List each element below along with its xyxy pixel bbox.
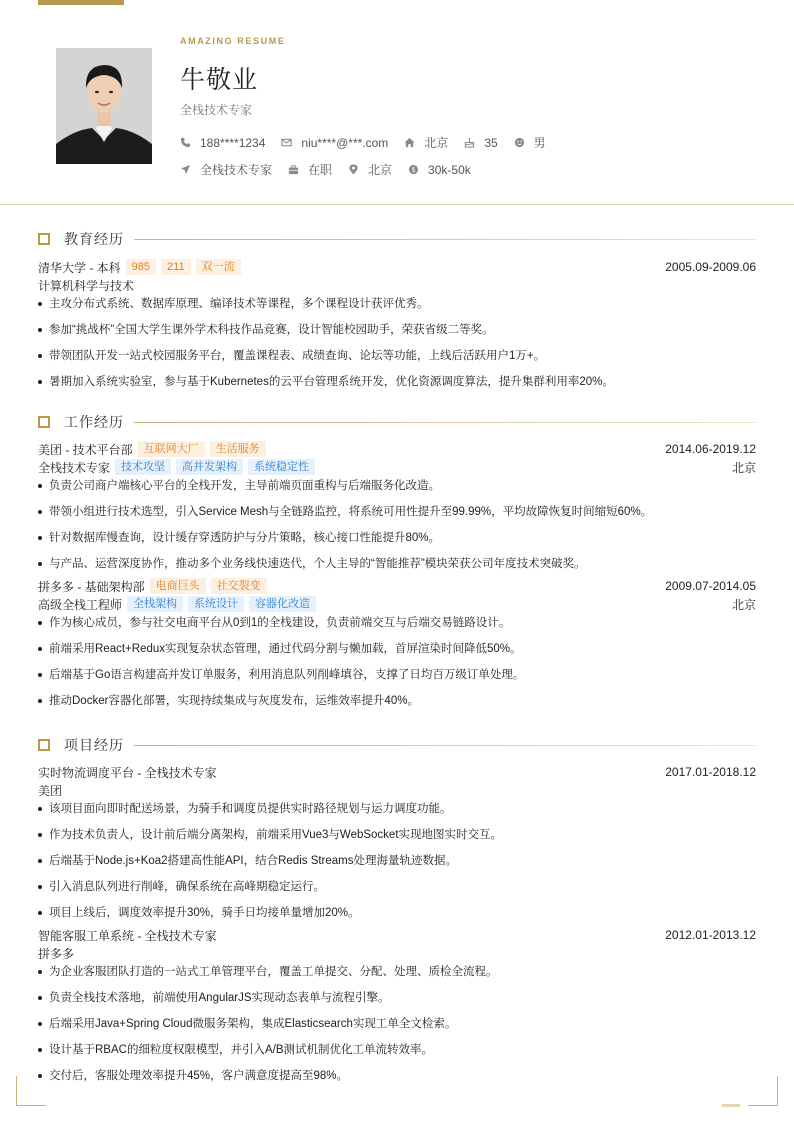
phone-text: 188****1234	[200, 135, 266, 150]
contact-info-row	[180, 134, 562, 151]
job-city: 北京	[731, 597, 756, 612]
projects-header	[38, 735, 756, 755]
education-header	[38, 229, 756, 249]
project-date: 2012.01-2013.12	[665, 928, 756, 942]
list-item: 主攻分布式系统、数据库原理、编译技术等课程，多个课程设计获评优秀。	[38, 294, 756, 320]
list-item: 作为核心成员，参与社交电商平台从0到1的全栈建设，负责前端交互与后端交易链路设计。	[38, 613, 756, 639]
job-date: 2009.07-2014.05	[665, 579, 756, 593]
education-major-row	[38, 276, 756, 294]
work-title: 工作经历	[64, 414, 124, 430]
list-item: 后端基于Node.js+Koa2搭建高性能API，结合Redis Streams处理海量轨迹数据。	[38, 851, 756, 877]
job-bullets	[38, 613, 756, 717]
role-tag: 技术攻坚	[115, 459, 171, 475]
status-info	[288, 161, 332, 178]
work-header	[38, 412, 756, 432]
job-role-row	[38, 458, 756, 476]
list-item: 暑期加入系统实验室，参与基于Kubernetes的云平台管理系统开发，优化资源调度算法，提升集群利用率20%。	[38, 372, 756, 398]
gender-icon	[514, 137, 525, 148]
section-marker-icon	[38, 739, 50, 751]
list-item: 引入消息队列进行削峰，确保系统在高峰期稳定运行。	[38, 877, 756, 903]
list-item: 与产品、运营深度协作，推动多个业务线快速迭代，个人主导的“智能推荐”模块荣获公司年度技术突破奖。	[38, 554, 756, 580]
list-item: 后端基于Go语言构建高并发订单服务，利用消息队列削峰填谷，支撑了日均百万级订单处理。	[38, 665, 756, 691]
salary-info	[408, 163, 471, 177]
profile-photo	[56, 48, 152, 164]
corner-decoration-left	[16, 1076, 46, 1106]
hometown-info	[404, 134, 448, 151]
section-divider	[134, 422, 756, 423]
section-marker-icon	[38, 233, 50, 245]
education-title: 教育经历	[64, 231, 124, 247]
education-date: 2005.09-2009.06	[665, 260, 756, 274]
project-name: 智能客服工单系统 - 全栈技术专家	[38, 928, 217, 943]
list-item: 设计基于RBAC的细粒度权限模型，并引入A/B测试机制优化工单流转效率。	[38, 1040, 756, 1066]
briefcase-icon	[288, 164, 299, 175]
phone-icon	[180, 137, 191, 148]
age-text: 35	[484, 135, 498, 150]
company-tag: 互联网大厂	[138, 441, 205, 457]
role-tag: 全栈架构	[127, 596, 183, 612]
list-item: 该项目面向即时配送场景，为骑手和调度员提供实时路径规划与运力调度功能。	[38, 799, 756, 825]
cake-icon	[464, 137, 475, 148]
salary-text: 30k-50k	[428, 162, 471, 177]
list-item: 推动Docker容器化部署，实现持续集成与灰度发布，运维效率提升40%。	[38, 691, 756, 717]
list-item: 针对数据库慢查询，设计缓存穿透防护与分片策略，核心接口性能提升80%。	[38, 528, 756, 554]
job-intent-row	[180, 161, 487, 178]
list-item: 带领团队开发一站式校园服务平台，覆盖课程表、成绩查询、论坛等功能，上线后活跃用户1万+。	[38, 346, 756, 372]
role-tag: 容器化改造	[249, 596, 316, 612]
company-name: 拼多多 - 基础架构部	[38, 579, 145, 594]
candidate-title: 全栈技术专家	[180, 103, 253, 117]
project-name: 实时物流调度平台 - 全栈技术专家	[38, 765, 217, 780]
school-tag: 双一流	[196, 259, 241, 275]
list-item: 交付后，客服处理效率提升45%，客户满意度提高至98%。	[38, 1066, 756, 1092]
gender-info	[514, 134, 546, 151]
list-item: 项目上线后，调度效率提升30%，骑手日均接单量增加20%。	[38, 903, 756, 929]
status-text: 在职	[308, 163, 333, 177]
education-bullets	[38, 294, 756, 398]
list-item: 带领小组进行技术选型，引入Service Mesh与全链路监控，将系统可用性提升至99.99%，平均故障恢复时间缩短60%。	[38, 502, 756, 528]
company-name: 美团 - 技术平台部	[38, 442, 133, 457]
page-marker	[722, 1104, 740, 1107]
job-role: 高级全栈工程师	[38, 597, 123, 612]
projects-title: 项目经历	[64, 737, 124, 753]
role-tag: 系统稳定性	[248, 459, 315, 475]
brand-label: AMAZING RESUME	[180, 36, 286, 46]
list-item: 作为技术负责人，设计前后端分离架构，前端采用Vue3与WebSocket实现地图实时交互。	[38, 825, 756, 851]
major-name: 计算机科学与技术	[38, 278, 135, 293]
project-org: 拼多多	[38, 946, 75, 961]
location-icon	[348, 164, 359, 175]
gender-text: 男	[533, 136, 546, 150]
company-tag: 电商巨头	[150, 578, 206, 594]
list-item: 负责公司商户端核心平台的全栈开发，主导前端页面重构与后端服务化改造。	[38, 476, 756, 502]
list-item: 参加“挑战杯”全国大学生课外学术科技作品竞赛，设计智能校园助手，荣获省级二等奖。	[38, 320, 756, 346]
salary-icon	[408, 164, 419, 175]
email-info	[281, 136, 388, 150]
school-name: 清华大学 - 本科	[38, 260, 121, 275]
email-text: niu****@***.com	[301, 135, 389, 150]
top-accent-bar	[38, 0, 124, 5]
target-role-info	[180, 161, 272, 178]
home-icon	[404, 137, 415, 148]
project-date: 2017.01-2018.12	[665, 765, 756, 779]
list-item: 为企业客服团队打造的一站式工单管理平台，覆盖工单提交、分配、处理、质检全流程。	[38, 962, 756, 988]
job-role: 全栈技术专家	[38, 460, 111, 475]
role-tag: 系统设计	[188, 596, 244, 612]
project-org-row	[38, 781, 756, 799]
projects-section	[38, 735, 756, 1092]
list-item: 负责全栈技术落地，前端使用AngularJS实现动态表单与流程引擎。	[38, 988, 756, 1014]
header-divider	[0, 204, 794, 205]
hometown-text: 北京	[424, 136, 449, 150]
education-school-row	[38, 258, 756, 276]
project-row	[38, 763, 756, 781]
job-city: 北京	[731, 460, 756, 475]
school-tag: 985	[126, 259, 156, 275]
school-tag: 211	[161, 259, 191, 275]
project-org-row	[38, 944, 756, 962]
mail-icon	[281, 137, 292, 148]
list-item: 后端采用Java+Spring Cloud微服务架构，集成Elasticsearch实现工单全文检索。	[38, 1014, 756, 1040]
role-tag: 高并发架构	[176, 459, 243, 475]
school-group	[38, 259, 241, 276]
corner-decoration-right	[748, 1076, 778, 1106]
work-section	[38, 412, 756, 717]
candidate-name: 牛敬业	[180, 66, 259, 94]
send-icon	[180, 164, 191, 175]
target-city-text: 北京	[368, 163, 393, 177]
project-bullets	[38, 799, 756, 929]
company-tag: 社交裂变	[211, 578, 267, 594]
section-marker-icon	[38, 416, 50, 428]
job-role-row	[38, 595, 756, 613]
section-divider	[134, 239, 756, 240]
education-section	[38, 229, 756, 398]
list-item: 前端采用React+Redux实现复杂状态管理，通过代码分割与懒加载，首屏渲染时间降低50%。	[38, 639, 756, 665]
job-date: 2014.06-2019.12	[665, 442, 756, 456]
age-info	[464, 136, 497, 150]
target-role-text: 全栈技术专家	[200, 163, 273, 177]
svg-text:$: $	[411, 165, 416, 174]
project-bullets	[38, 962, 756, 1092]
job-bullets	[38, 476, 756, 580]
target-city-info	[348, 161, 392, 178]
company-tag: 生活服务	[210, 441, 266, 457]
phone-info	[180, 136, 265, 150]
section-divider	[134, 745, 756, 746]
project-org: 美团	[38, 783, 63, 798]
job-company-row	[38, 440, 756, 458]
